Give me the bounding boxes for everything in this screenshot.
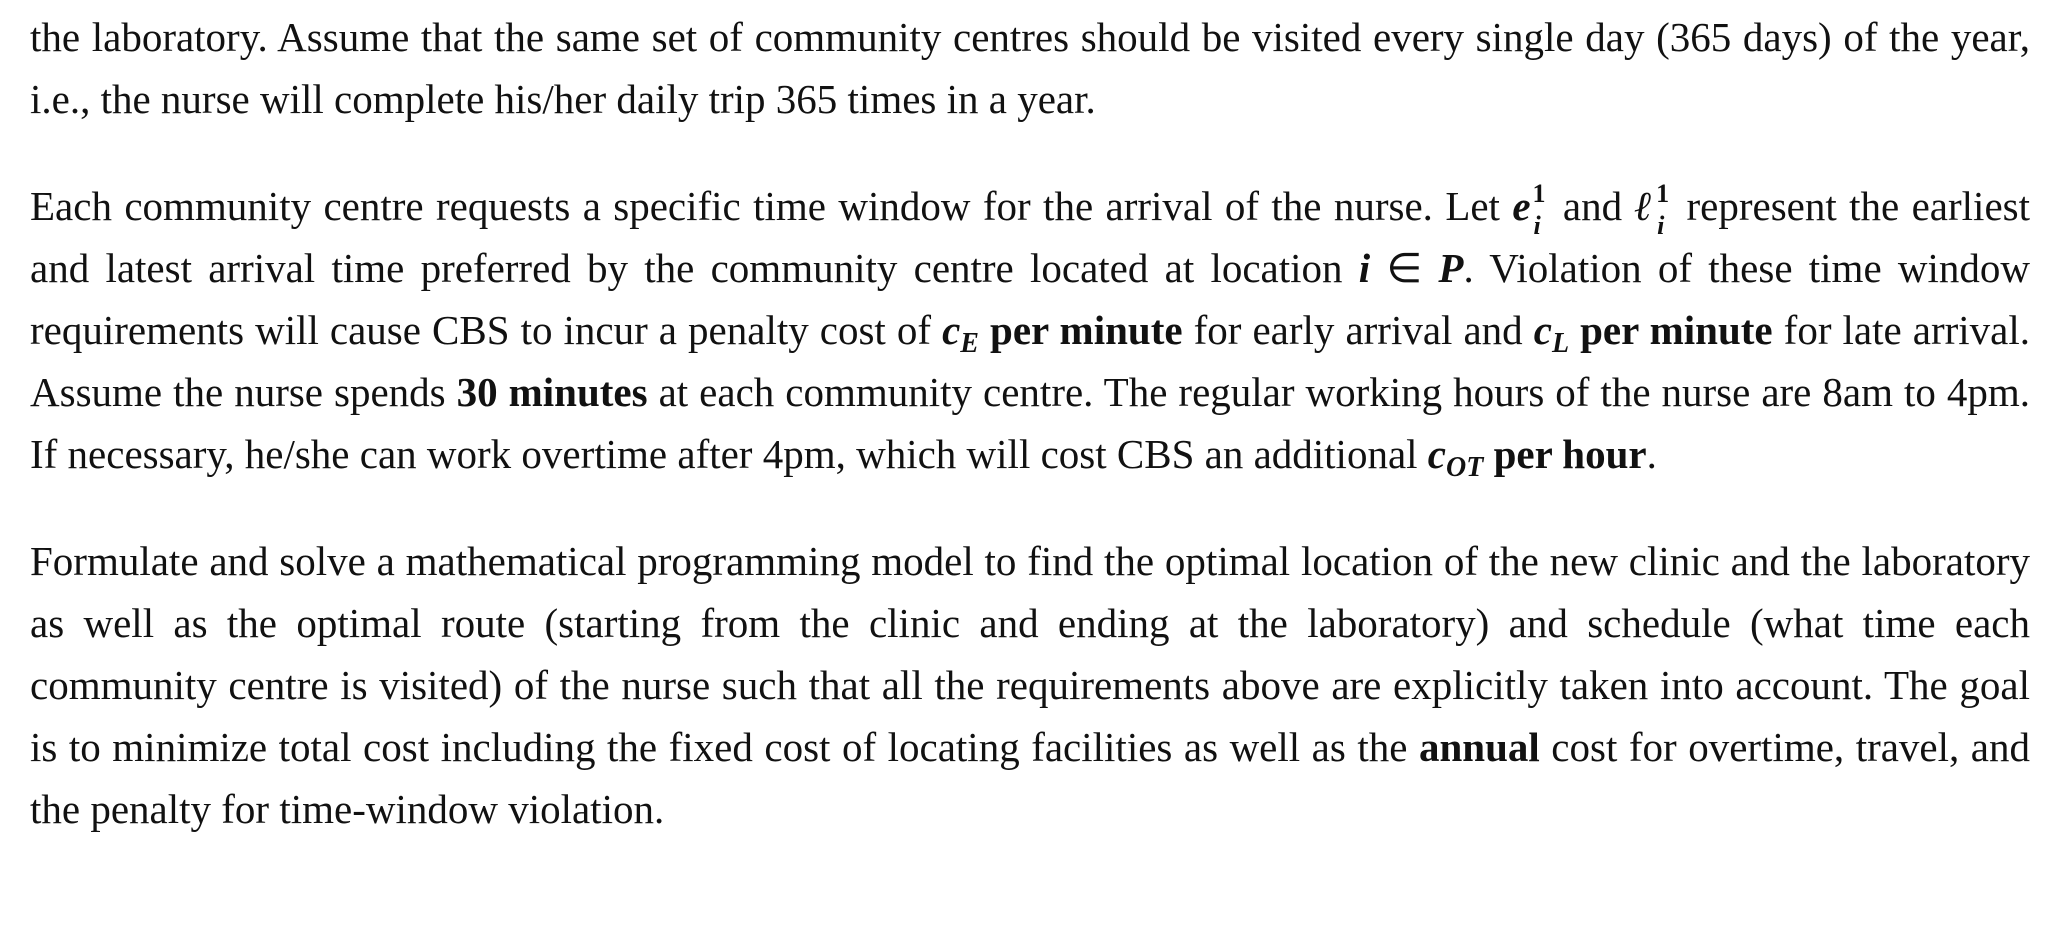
paragraph-time-windows [30,175,2030,485]
paragraph-text: the laboratory. Assume that the same set of community centres should be visited every single day (365 days) of the year, i.e., the nurse will complete his/her daily trip 365 times in a year. [30,14,2030,122]
overtime-cost-unit: per hour [1483,431,1647,477]
paragraph-text: and [1550,183,1635,229]
paragraph-gap [30,130,2030,175]
earliest-time-symbol: e 1 i [1512,179,1546,240]
location-set-symbol: P [1438,245,1464,291]
element-of-symbol: ∈ [1370,245,1439,291]
overtime-cost-symbol: $c_{OT}$ [1427,431,1484,483]
latest-time-symbol: ℓ 1 i [1634,179,1670,240]
visit-duration: 30 minutes [456,369,648,415]
document-page [30,6,2030,840]
paragraph-task-statement [30,530,2030,840]
paragraph-text: Each community centre requests a specific time window for the arrival of the nurse. Let [30,183,1513,229]
paragraph-text: for early arrival and [1182,307,1534,353]
late-penalty-unit: per minute [1569,307,1773,353]
paragraph-text: represent the earliest and latest arrival time preferred by the community centre located at location [30,183,2030,291]
paragraph-text: at each community centre. The regular working hours of the nurse are 8am to 4pm. If necessary, he/she can work overtime after 4pm, which will cost CBS an additional [30,369,2030,477]
paragraph-text: . [1646,431,1657,477]
paragraph-gap [30,485,2030,530]
paragraph-text: Formulate and solve a mathematical programming model to find the optimal location of the new clinic and the laboratory as well as the optimal route (starting from the clinic and ending at the laboratory) and schedule (what time each community centre is visited) of the nurse such that all the requirements above are explicitly taken into account. The goal is to minimize total cost including the fixed cost of locating facilities as well as the [30,538,2030,770]
paragraph-annual-visits [30,6,2030,130]
paragraph-text: cost for overtime, travel, and the penalty for time-window violation. [30,724,2030,832]
paragraph-text: . Violation of these time window requirements will cause CBS to incur a penalty cost of [30,245,2031,353]
paragraph-text: for late arrival. Assume the nurse spends [30,307,2030,415]
early-penalty-symbol: $c_E$ [942,307,979,359]
annual-emphasis: annual [1418,724,1540,770]
late-penalty-symbol: $c_L$ [1533,307,1570,359]
location-index-symbol: i [1358,245,1371,291]
early-penalty-unit: per minute [978,307,1183,353]
